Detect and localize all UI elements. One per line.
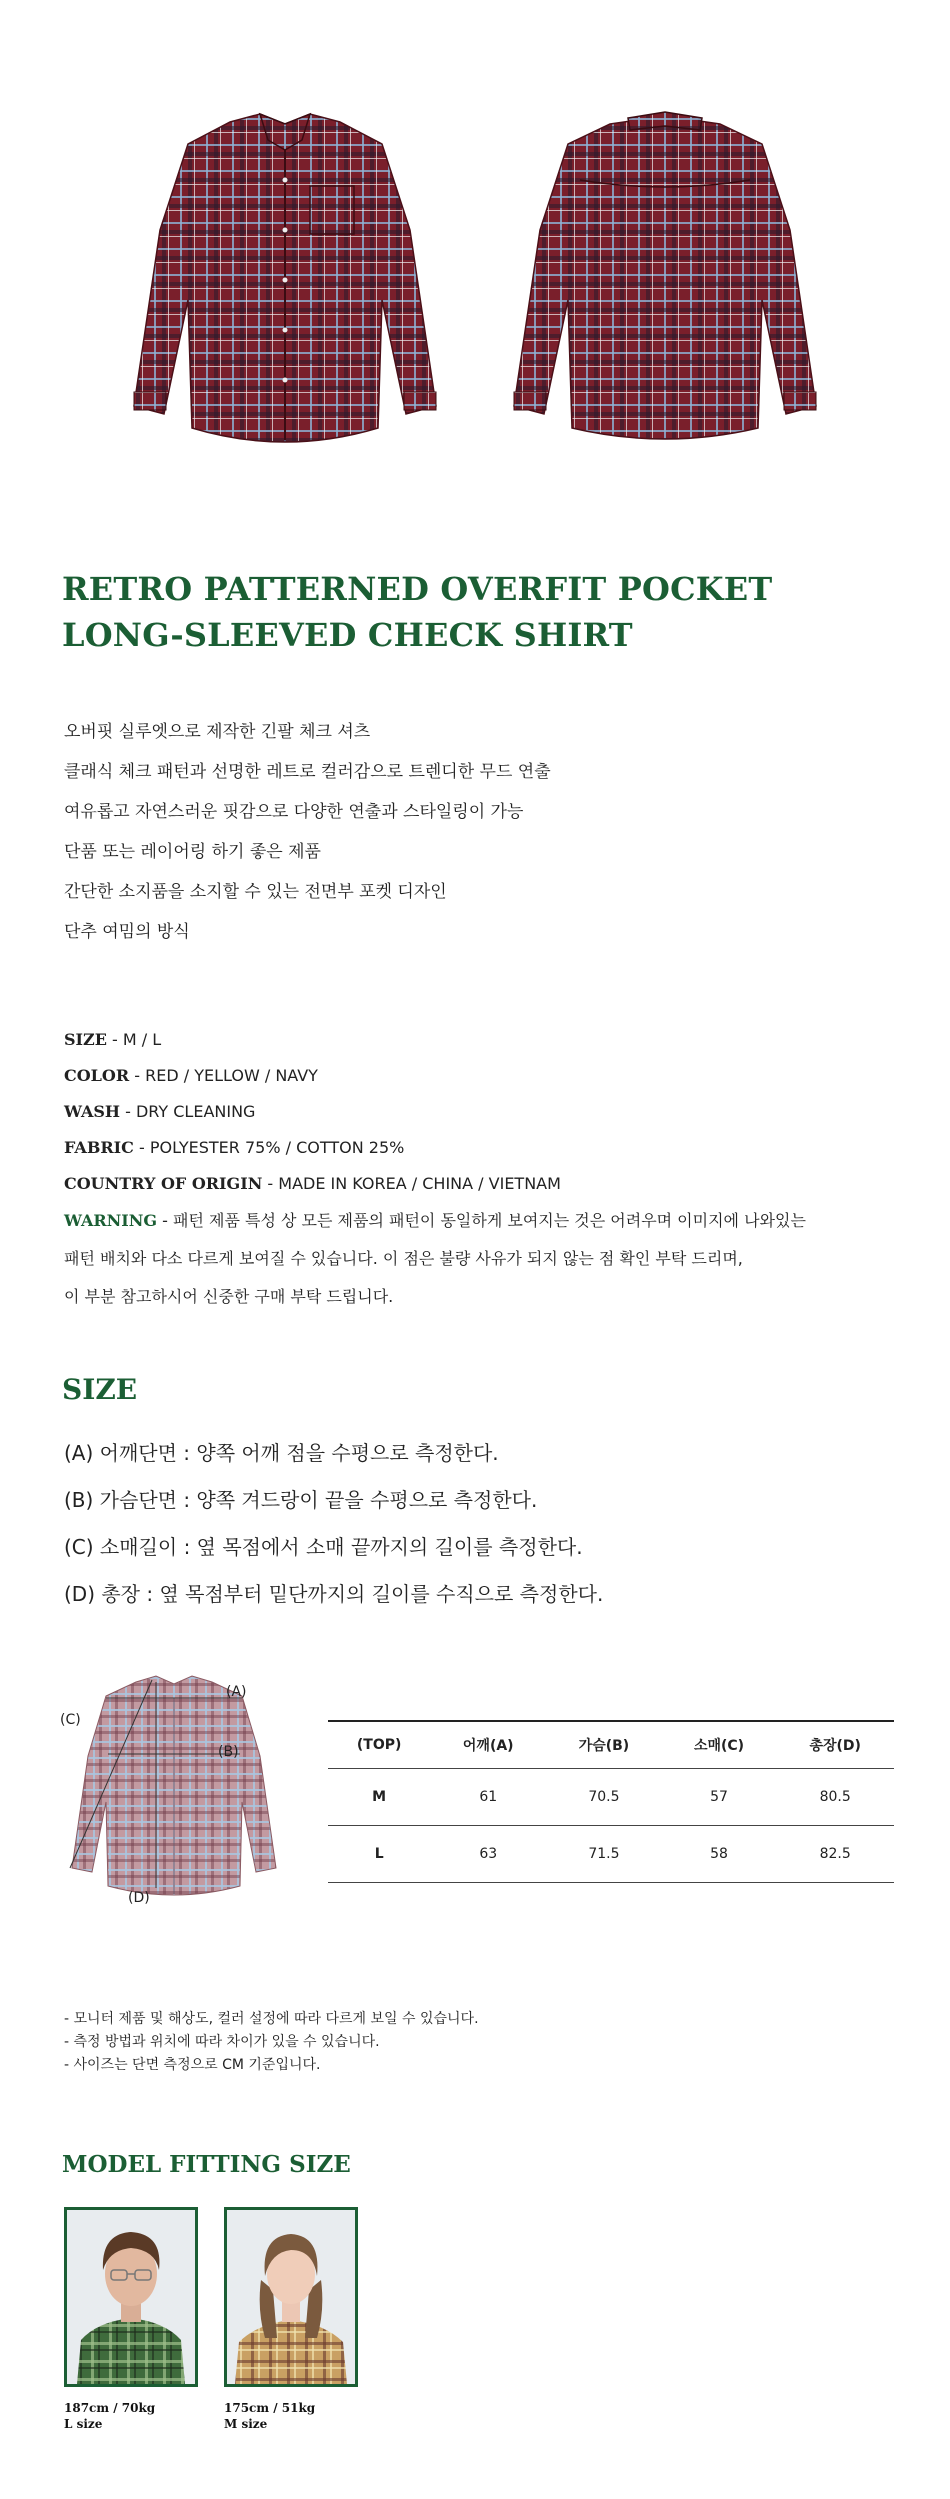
size-table-header xyxy=(328,1721,894,1769)
model-size: M size xyxy=(224,2417,268,2431)
size-diagram xyxy=(56,1672,296,1912)
warning-line-3: 이 부분 참고하시어 신중한 구매 부탁 드립니다. xyxy=(64,1287,394,1306)
spec-value: DRY CLEANING xyxy=(135,1102,256,1121)
warning-line-1: WARNING - 패턴 제품 특성 상 모든 제품의 패턴이 동일하게 보여지는 것은 어려우며 이미지에 나와있는 xyxy=(64,1211,806,1230)
spec-row-fabric: FABRIC - POLYESTER 75% / COTTON 25% xyxy=(64,1138,405,1157)
measurement-line-b: (B) 가슴단면 : 양쪽 겨드랑이 끝을 수평으로 측정한다. xyxy=(64,1488,538,1512)
model-photo-female xyxy=(224,2207,358,2387)
table-cell: 70.5 xyxy=(546,1769,662,1826)
warning-text: 패턴 제품 특성 상 모든 제품의 패턴이 동일하게 보여지는 것은 어려우며 이미지에 나와있는 xyxy=(173,1211,806,1230)
table-cell: 57 xyxy=(662,1769,777,1826)
table-cell: 82.5 xyxy=(776,1826,894,1883)
table-header-cell: (TOP) xyxy=(328,1721,430,1769)
model-caption-male xyxy=(64,2400,155,2432)
measurement-guide xyxy=(64,1430,924,1618)
spec-value: MADE IN KOREA / CHINA / VIETNAM xyxy=(278,1174,561,1193)
model-stats: 187cm / 70kg xyxy=(64,2401,156,2415)
spec-label: WASH xyxy=(64,1102,121,1121)
spec-label: FABRIC xyxy=(64,1138,134,1157)
spec-value: M / L xyxy=(122,1030,162,1049)
table-header-cell: 가슴(B) xyxy=(546,1721,662,1769)
spec-row-origin: COUNTRY OF ORIGIN - MADE IN KOREA / CHINA / VIETNAM xyxy=(64,1174,561,1193)
size-section-title: SIZE xyxy=(62,1373,138,1406)
table-cell: M xyxy=(328,1769,430,1826)
description-line: 단추 여밈의 방식 xyxy=(64,922,190,942)
product-title-line-2: LONG-SLEEVED CHECK SHIRT xyxy=(62,616,633,654)
table-cell: 80.5 xyxy=(776,1769,894,1826)
spec-row-color: COLOR - RED / YELLOW / NAVY xyxy=(64,1066,318,1085)
model-photo-male xyxy=(64,2207,198,2387)
diagram-label-d: (D) xyxy=(128,1890,150,1906)
diagram-label-a: (A) xyxy=(226,1684,247,1700)
table-cell: 58 xyxy=(662,1826,777,1883)
diagram-label-c: (C) xyxy=(60,1712,81,1728)
measurement-line-c: (C) 소매길이 : 옆 목점에서 소매 끝까지의 길이를 측정한다. xyxy=(64,1535,583,1559)
description-line: 간단한 소지품을 소지할 수 있는 전면부 포켓 디자인 xyxy=(64,882,447,902)
spec-label: SIZE xyxy=(64,1030,107,1049)
model-fitting-title: MODEL FITTING SIZE xyxy=(62,2151,351,2178)
product-image-front xyxy=(120,110,450,470)
spec-row-wash: WASH - DRY CLEANING xyxy=(64,1102,256,1121)
product-image-back xyxy=(500,110,830,470)
note-line: - 측정 방법과 위치에 따라 차이가 있을 수 있습니다. xyxy=(64,2034,380,2050)
model-size: L size xyxy=(64,2417,103,2431)
product-specs xyxy=(64,1022,914,1316)
table-cell: 71.5 xyxy=(546,1826,662,1883)
measurement-line-d: (D) 총장 : 옆 목점부터 밑단까지의 길이를 수직으로 측정한다. xyxy=(64,1582,604,1606)
spec-value: POLYESTER 75% / COTTON 25% xyxy=(149,1138,405,1157)
warning-label: WARNING xyxy=(64,1211,158,1230)
table-header-cell: 소매(C) xyxy=(662,1721,777,1769)
table-header-cell: 어깨(A) xyxy=(430,1721,546,1769)
table-cell: L xyxy=(328,1826,430,1883)
spec-row-size: SIZE - M / L xyxy=(64,1030,162,1049)
measurement-line-a: (A) 어깨단면 : 양쪽 어깨 점을 수평으로 측정한다. xyxy=(64,1441,499,1465)
size-notes xyxy=(64,2008,864,2077)
size-table xyxy=(328,1720,894,1883)
model-portrait-icon xyxy=(67,2210,195,2384)
product-title-line-1: RETRO PATTERNED OVERFIT POCKET xyxy=(62,570,773,608)
spec-label: COLOR xyxy=(64,1066,130,1085)
product-description xyxy=(64,712,904,952)
shirt-measure-icon xyxy=(56,1672,296,1912)
shirt-front-icon xyxy=(120,110,450,470)
table-cell: 61 xyxy=(430,1769,546,1826)
shirt-back-icon xyxy=(500,110,830,470)
spec-value: RED / YELLOW / NAVY xyxy=(145,1066,318,1085)
description-line: 여유롭고 자연스러운 핏감으로 다양한 연출과 스타일링이 가능 xyxy=(64,802,524,822)
description-line: 단품 또는 레이어링 하기 좋은 제품 xyxy=(64,842,321,862)
table-cell: 63 xyxy=(430,1826,546,1883)
table-row xyxy=(328,1769,894,1826)
description-line: 클래식 체크 패턴과 선명한 레트로 컬러감으로 트렌디한 무드 연출 xyxy=(64,762,551,782)
product-title xyxy=(62,566,902,658)
model-caption-female xyxy=(224,2400,315,2432)
note-line: - 사이즈는 단면 측정으로 CM 기준입니다. xyxy=(64,2057,321,2073)
note-line: - 모니터 제품 및 해상도, 컬러 설정에 따라 다르게 보일 수 있습니다. xyxy=(64,2011,479,2027)
table-header-cell: 총장(D) xyxy=(776,1721,894,1769)
diagram-label-b: (B) xyxy=(218,1744,239,1760)
description-line: 오버핏 실루엣으로 제작한 긴팔 체크 셔츠 xyxy=(64,722,371,742)
spec-label: COUNTRY OF ORIGIN xyxy=(64,1174,263,1193)
model-portrait-icon xyxy=(227,2210,355,2384)
model-stats: 175cm / 51kg xyxy=(224,2401,316,2415)
warning-line-2: 패턴 배치와 다소 다르게 보여질 수 있습니다. 이 점은 불량 사유가 되지 않는 점 확인 부탁 드리며, xyxy=(64,1249,743,1268)
table-row xyxy=(328,1826,894,1883)
